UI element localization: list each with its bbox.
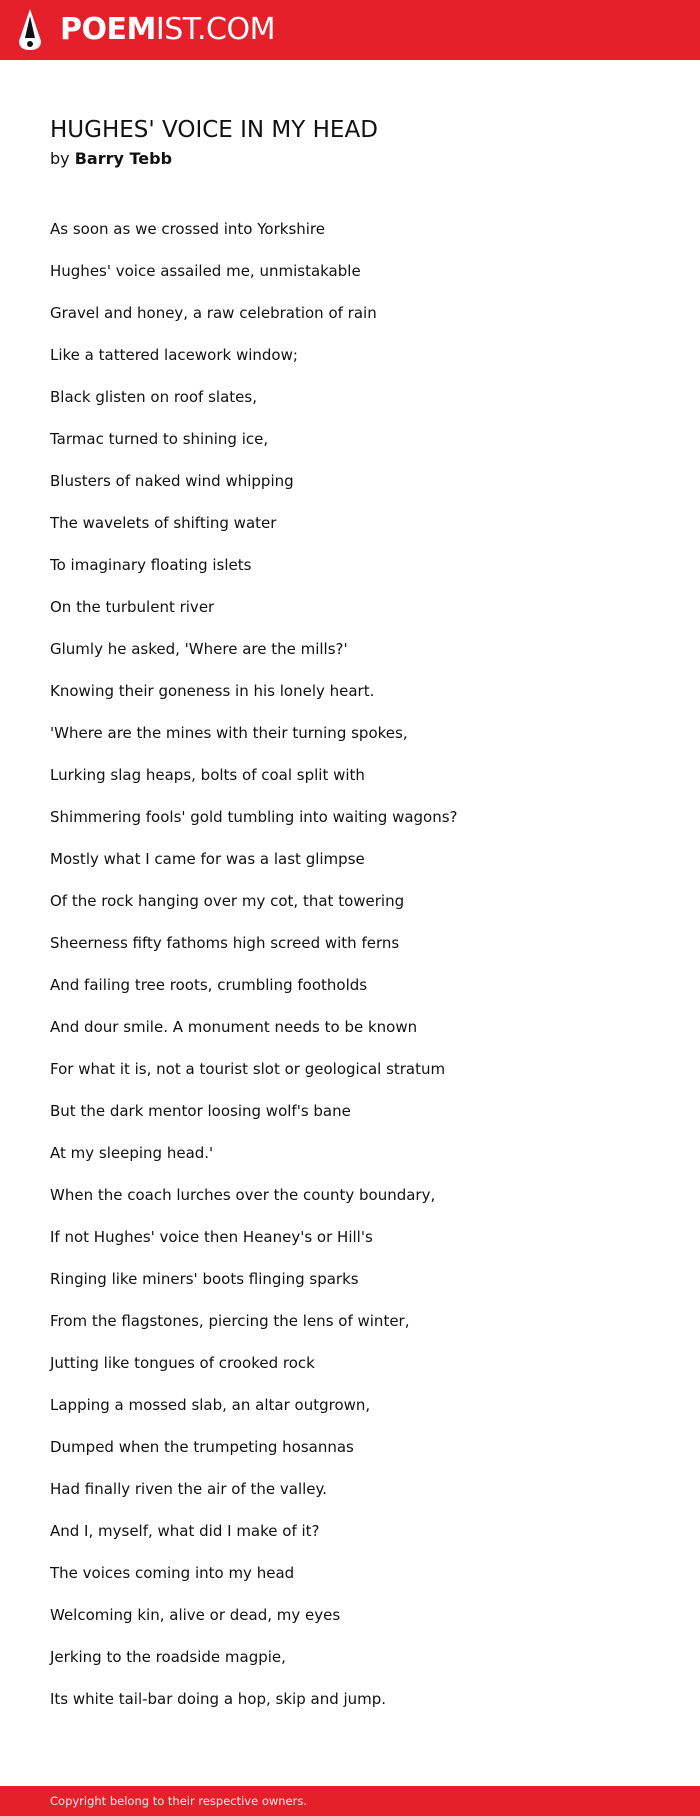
by-label: by [50, 149, 70, 168]
poem-line: From the flagstones, piercing the lens of winter, [50, 1312, 410, 1330]
poem-line: Shimmering fools' gold tumbling into waiting wagons? [50, 808, 458, 826]
poem-line: Like a tattered lacework window; [50, 346, 298, 364]
poem-line: The voices coming into my head [50, 1564, 295, 1582]
poem-line: As soon as we crossed into Yorkshire [50, 220, 325, 238]
poem-line: But the dark mentor loosing wolf's bane [50, 1102, 351, 1120]
poem-line: Tarmac turned to shining ice, [50, 430, 269, 448]
brand-name-bold: POEM [60, 12, 156, 47]
poem-body [50, 216, 670, 1728]
poem-line: And dour smile. A monument needs to be known [50, 1018, 418, 1036]
poem-line: At my sleeping head.' [50, 1144, 214, 1162]
site-logo[interactable] [60, 12, 275, 48]
poem-line: Welcoming kin, alive or dead, my eyes [50, 1606, 341, 1624]
poem-line: Had finally riven the air of the valley. [50, 1480, 328, 1498]
poem-line: Mostly what I came for was a last glimpse [50, 850, 365, 868]
header-bar [0, 0, 700, 60]
poem-line: Lapping a mossed slab, an altar outgrown, [50, 1396, 371, 1414]
poem-line: If not Hughes' voice then Heaney's or Hill's [50, 1228, 373, 1246]
poem-line: For what it is, not a tourist slot or geological stratum [50, 1060, 446, 1078]
poem-line: Ringing like miners' boots flinging sparks [50, 1270, 359, 1288]
poem-line: When the coach lurches over the county boundary, [50, 1186, 436, 1204]
poem-line: 'Where are the mines with their turning spokes, [50, 724, 408, 742]
poem-line: Jerking to the roadside magpie, [50, 1648, 286, 1666]
poem-line: Sheerness fifty fathoms high screed with ferns [50, 934, 400, 952]
poem-line: Black glisten on roof slates, [50, 388, 257, 406]
poem-line: Of the rock hanging over my cot, that towering [50, 892, 405, 910]
poem-line: Dumped when the trumpeting hosannas [50, 1438, 354, 1456]
author-name: Barry Tebb [74, 149, 173, 168]
copyright-notice: Copyright belong to their respective owners. [50, 1794, 308, 1808]
poem-line: Knowing their goneness in his lonely heart. [50, 682, 375, 700]
poem-line: The wavelets of shifting water [50, 514, 277, 532]
poem-line: Blusters of naked wind whipping [50, 472, 294, 490]
brand-name-light: IST.COM [155, 12, 275, 47]
footer-bar [0, 1786, 700, 1816]
poem-line: On the turbulent river [50, 598, 215, 616]
poem-title: HUGHES' VOICE IN MY HEAD [50, 117, 378, 143]
poem-line: Jutting like tongues of crooked rock [50, 1354, 315, 1372]
poem-line: Glumly he asked, 'Where are the mills?' [50, 640, 348, 658]
poem-line: Hughes' voice assailed me, unmistakable [50, 262, 361, 280]
byline [50, 148, 172, 170]
poem-line: Its white tail-bar doing a hop, skip and jump. [50, 1690, 387, 1708]
poem-line: Gravel and honey, a raw celebration of rain [50, 304, 377, 322]
poem-line: To imaginary floating islets [50, 556, 252, 574]
quill-pen-icon[interactable] [16, 8, 44, 52]
poem-line: Lurking slag heaps, bolts of coal split with [50, 766, 365, 784]
poem-line: And I, myself, what did I make of it? [50, 1522, 320, 1540]
poem-line: And failing tree roots, crumbling footholds [50, 976, 368, 994]
